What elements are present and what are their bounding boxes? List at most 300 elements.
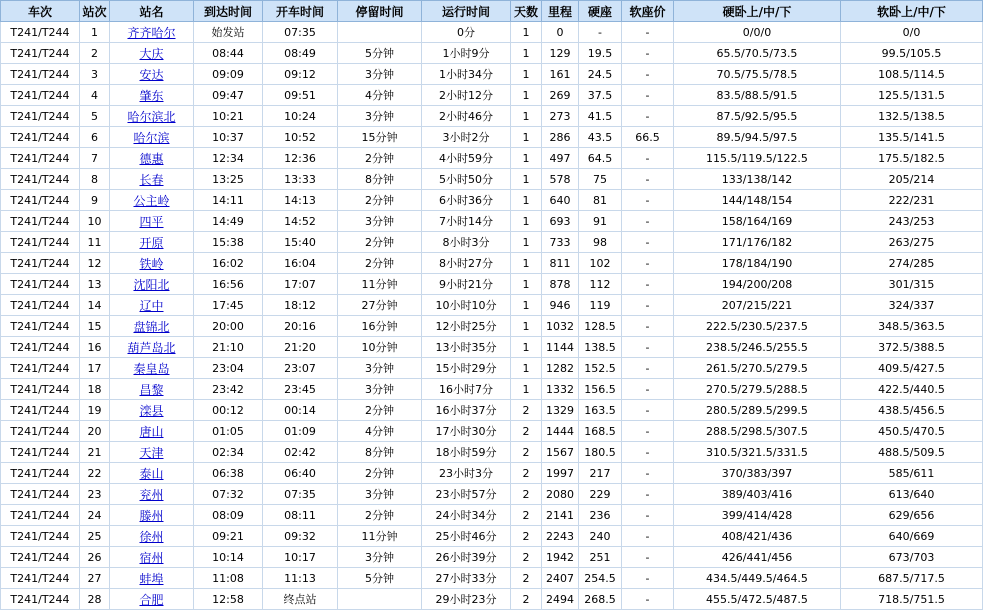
cell-stop-duration: 11分钟 [338,526,422,547]
cell-hard-seat: 102 [579,253,622,274]
cell-stop-duration: 2分钟 [338,190,422,211]
cell-distance: 1942 [542,547,579,568]
cell-soft-sleeper: 438.5/456.5 [841,400,983,421]
cell-departure: 18:12 [263,295,338,316]
cell-soft-seat: - [622,358,674,379]
cell-station [110,295,194,316]
cell-train: T241/T244 [1,127,80,148]
cell-run-time: 26小时39分 [422,547,511,568]
cell-hard-sleeper: 144/148/154 [674,190,841,211]
cell-stop-no: 24 [80,505,110,526]
cell-arrival: 06:38 [194,463,263,484]
cell-run-time: 7小时14分 [422,211,511,232]
cell-soft-sleeper: 613/640 [841,484,983,505]
cell-hard-seat: 41.5 [579,106,622,127]
cell-soft-seat: - [622,22,674,43]
cell-stop-duration: 3分钟 [338,64,422,85]
station-link[interactable]: 合肥 [139,592,164,607]
station-link[interactable]: 铁岭 [139,256,164,271]
table-row [1,421,983,442]
station-link[interactable]: 昌黎 [139,382,164,397]
cell-run-time: 4小时59分 [422,148,511,169]
cell-hard-sleeper: 178/184/190 [674,253,841,274]
cell-days: 1 [511,358,542,379]
cell-station [110,463,194,484]
cell-stop-no: 15 [80,316,110,337]
cell-soft-sleeper: 409.5/427.5 [841,358,983,379]
cell-station [110,316,194,337]
cell-arrival: 16:56 [194,274,263,295]
cell-soft-seat: - [622,85,674,106]
cell-departure: 00:14 [263,400,338,421]
cell-departure: 14:13 [263,190,338,211]
cell-train: T241/T244 [1,337,80,358]
station-link[interactable]: 天津 [139,445,164,460]
cell-departure: 02:42 [263,442,338,463]
cell-departure: 终点站 [263,589,338,610]
cell-arrival: 15:38 [194,232,263,253]
cell-soft-sleeper: 301/315 [841,274,983,295]
table-row [1,274,983,295]
cell-train: T241/T244 [1,232,80,253]
cell-train: T241/T244 [1,421,80,442]
header-row [1,1,983,22]
cell-arrival: 14:49 [194,211,263,232]
cell-run-time: 29小时23分 [422,589,511,610]
cell-hard-sleeper: 207/215/221 [674,295,841,316]
cell-distance: 1282 [542,358,579,379]
cell-arrival: 17:45 [194,295,263,316]
cell-departure: 13:33 [263,169,338,190]
station-link[interactable]: 泰山 [139,466,164,481]
station-link[interactable]: 哈尔滨北 [127,109,176,124]
cell-soft-seat: - [622,484,674,505]
cell-days: 2 [511,463,542,484]
cell-hard-seat: 268.5 [579,589,622,610]
cell-arrival: 00:12 [194,400,263,421]
cell-train: T241/T244 [1,64,80,85]
cell-soft-sleeper: 585/611 [841,463,983,484]
cell-soft-sleeper: 132.5/138.5 [841,106,983,127]
cell-run-time: 5小时50分 [422,169,511,190]
cell-run-time: 24小时34分 [422,505,511,526]
cell-departure: 09:51 [263,85,338,106]
col-header-hard-sleeper: 硬卧上/中/下 [674,1,841,22]
cell-departure: 16:04 [263,253,338,274]
cell-departure: 14:52 [263,211,338,232]
cell-train: T241/T244 [1,85,80,106]
cell-days: 1 [511,211,542,232]
station-link[interactable]: 四平 [139,214,164,229]
cell-stop-duration: 2分钟 [338,400,422,421]
cell-stop-duration: 8分钟 [338,442,422,463]
station-link[interactable]: 盘锦北 [133,319,170,334]
cell-train: T241/T244 [1,400,80,421]
cell-soft-seat: - [622,547,674,568]
cell-arrival: 07:32 [194,484,263,505]
cell-station [110,400,194,421]
cell-hard-seat: 152.5 [579,358,622,379]
cell-hard-sleeper: 89.5/94.5/97.5 [674,127,841,148]
cell-train: T241/T244 [1,505,80,526]
cell-distance: 1144 [542,337,579,358]
table-row [1,316,983,337]
cell-distance: 693 [542,211,579,232]
table-row [1,253,983,274]
cell-train: T241/T244 [1,484,80,505]
table-row [1,22,983,43]
cell-arrival: 20:00 [194,316,263,337]
cell-soft-sleeper: 324/337 [841,295,983,316]
cell-stop-duration: 15分钟 [338,127,422,148]
cell-distance: 273 [542,106,579,127]
cell-soft-seat: - [622,232,674,253]
cell-distance: 2494 [542,589,579,610]
cell-hard-seat: 43.5 [579,127,622,148]
cell-soft-sleeper: 0/0 [841,22,983,43]
cell-station [110,358,194,379]
station-link[interactable]: 徐州 [139,529,164,544]
cell-hard-seat: 112 [579,274,622,295]
cell-arrival: 09:21 [194,526,263,547]
cell-days: 1 [511,274,542,295]
station-link[interactable]: 开原 [139,235,164,250]
cell-hard-sleeper: 70.5/75.5/78.5 [674,64,841,85]
station-link[interactable]: 齐齐哈尔 [127,25,176,40]
cell-soft-sleeper: 222/231 [841,190,983,211]
table-row [1,232,983,253]
station-link[interactable]: 德惠 [139,151,164,166]
cell-distance: 811 [542,253,579,274]
col-header-station: 站名 [110,1,194,22]
col-header-distance: 里程 [542,1,579,22]
cell-departure: 07:35 [263,484,338,505]
cell-hard-seat: 240 [579,526,622,547]
table-row [1,547,983,568]
cell-stop-duration: 8分钟 [338,169,422,190]
cell-hard-seat: 138.5 [579,337,622,358]
cell-station [110,484,194,505]
cell-station [110,274,194,295]
cell-departure: 09:32 [263,526,338,547]
cell-soft-sleeper: 99.5/105.5 [841,43,983,64]
station-link[interactable]: 辽中 [139,298,164,313]
cell-hard-sleeper: 408/421/436 [674,526,841,547]
cell-stop-duration: 4分钟 [338,421,422,442]
station-link[interactable]: 兖州 [139,487,164,502]
cell-arrival: 23:04 [194,358,263,379]
cell-hard-sleeper: 65.5/70.5/73.5 [674,43,841,64]
station-link[interactable]: 哈尔滨 [133,130,170,145]
col-header-soft-sleeper: 软卧上/中/下 [841,1,983,22]
cell-train: T241/T244 [1,568,80,589]
cell-stop-duration [338,22,422,43]
table-row [1,379,983,400]
cell-stop-no: 28 [80,589,110,610]
cell-run-time: 2小时46分 [422,106,511,127]
cell-stop-duration: 3分钟 [338,484,422,505]
cell-soft-seat: - [622,589,674,610]
cell-hard-sleeper: 222.5/230.5/237.5 [674,316,841,337]
cell-stop-duration: 2分钟 [338,232,422,253]
cell-run-time: 1小时34分 [422,64,511,85]
table-row [1,484,983,505]
cell-days: 1 [511,232,542,253]
station-link[interactable]: 宿州 [139,550,164,565]
cell-hard-sleeper: 434.5/449.5/464.5 [674,568,841,589]
station-link[interactable]: 公主岭 [133,193,170,208]
cell-distance: 1332 [542,379,579,400]
cell-soft-sleeper: 450.5/470.5 [841,421,983,442]
cell-days: 1 [511,64,542,85]
cell-hard-sleeper: 238.5/246.5/255.5 [674,337,841,358]
cell-arrival: 09:09 [194,64,263,85]
cell-soft-seat: - [622,505,674,526]
cell-stop-no: 14 [80,295,110,316]
cell-soft-seat: - [622,463,674,484]
cell-run-time: 17小时30分 [422,421,511,442]
cell-hard-sleeper: 280.5/289.5/299.5 [674,400,841,421]
cell-distance: 1032 [542,316,579,337]
table-row [1,463,983,484]
cell-hard-sleeper: 87.5/92.5/95.5 [674,106,841,127]
cell-departure: 12:36 [263,148,338,169]
cell-soft-seat: - [622,211,674,232]
cell-station [110,127,194,148]
cell-distance: 161 [542,64,579,85]
cell-stop-no: 13 [80,274,110,295]
station-link[interactable]: 滕州 [139,508,164,523]
cell-soft-seat: - [622,379,674,400]
cell-soft-seat: - [622,274,674,295]
table-row [1,505,983,526]
cell-station [110,190,194,211]
cell-distance: 578 [542,169,579,190]
cell-departure: 23:45 [263,379,338,400]
cell-days: 1 [511,43,542,64]
cell-hard-seat: 254.5 [579,568,622,589]
station-link[interactable]: 唐山 [139,424,164,439]
cell-stop-duration: 2分钟 [338,505,422,526]
cell-soft-sleeper: 488.5/509.5 [841,442,983,463]
cell-hard-sleeper: 288.5/298.5/307.5 [674,421,841,442]
cell-station [110,379,194,400]
cell-arrival: 08:44 [194,43,263,64]
cell-station [110,337,194,358]
cell-run-time: 27小时33分 [422,568,511,589]
cell-distance: 2407 [542,568,579,589]
cell-distance: 2141 [542,505,579,526]
cell-soft-seat: - [622,64,674,85]
cell-hard-seat: 156.5 [579,379,622,400]
cell-arrival: 02:34 [194,442,263,463]
cell-days: 1 [511,85,542,106]
cell-stop-duration: 27分钟 [338,295,422,316]
cell-stop-duration: 3分钟 [338,379,422,400]
cell-stop-duration: 2分钟 [338,463,422,484]
cell-run-time: 8小时3分 [422,232,511,253]
cell-stop-no: 23 [80,484,110,505]
cell-hard-seat: 98 [579,232,622,253]
cell-stop-no: 6 [80,127,110,148]
cell-soft-seat: - [622,43,674,64]
cell-days: 1 [511,295,542,316]
cell-train: T241/T244 [1,274,80,295]
cell-run-time: 18小时59分 [422,442,511,463]
cell-arrival: 10:21 [194,106,263,127]
cell-soft-sleeper: 108.5/114.5 [841,64,983,85]
cell-station [110,22,194,43]
cell-distance: 1997 [542,463,579,484]
cell-departure: 15:40 [263,232,338,253]
cell-train: T241/T244 [1,463,80,484]
cell-distance: 878 [542,274,579,295]
cell-stop-duration: 5分钟 [338,43,422,64]
cell-arrival: 10:37 [194,127,263,148]
cell-run-time: 10小时10分 [422,295,511,316]
cell-distance: 733 [542,232,579,253]
cell-soft-seat: - [622,148,674,169]
cell-train: T241/T244 [1,43,80,64]
cell-days: 2 [511,484,542,505]
station-link[interactable]: 秦皇岛 [133,361,170,376]
cell-arrival: 11:08 [194,568,263,589]
cell-soft-sleeper: 348.5/363.5 [841,316,983,337]
col-header-soft-seat: 软座价 [622,1,674,22]
cell-stop-no: 12 [80,253,110,274]
cell-hard-sleeper: 0/0/0 [674,22,841,43]
cell-days: 1 [511,22,542,43]
cell-soft-seat: - [622,400,674,421]
cell-departure: 10:24 [263,106,338,127]
cell-station [110,442,194,463]
cell-stop-no: 10 [80,211,110,232]
table-row [1,442,983,463]
cell-hard-seat: 37.5 [579,85,622,106]
cell-departure: 08:49 [263,43,338,64]
cell-station [110,421,194,442]
cell-hard-seat: 64.5 [579,148,622,169]
cell-hard-seat: 75 [579,169,622,190]
cell-stop-duration: 11分钟 [338,274,422,295]
cell-soft-seat: - [622,526,674,547]
cell-departure: 09:12 [263,64,338,85]
cell-soft-seat: - [622,190,674,211]
cell-hard-seat: 217 [579,463,622,484]
cell-run-time: 3小时2分 [422,127,511,148]
cell-soft-sleeper: 243/253 [841,211,983,232]
cell-departure: 21:20 [263,337,338,358]
cell-train: T241/T244 [1,106,80,127]
cell-stop-duration: 3分钟 [338,547,422,568]
cell-distance: 640 [542,190,579,211]
cell-stop-no: 7 [80,148,110,169]
col-header-days: 天数 [511,1,542,22]
cell-departure: 10:17 [263,547,338,568]
cell-days: 2 [511,568,542,589]
cell-stop-duration: 2分钟 [338,253,422,274]
cell-soft-seat: - [622,442,674,463]
cell-run-time: 9小时21分 [422,274,511,295]
cell-stop-no: 8 [80,169,110,190]
cell-departure: 01:09 [263,421,338,442]
station-link[interactable]: 安达 [139,67,164,82]
cell-hard-sleeper: 389/403/416 [674,484,841,505]
cell-arrival: 14:11 [194,190,263,211]
cell-hard-sleeper: 426/441/456 [674,547,841,568]
table-row [1,211,983,232]
cell-soft-seat: - [622,169,674,190]
cell-soft-seat: - [622,316,674,337]
table-row [1,106,983,127]
cell-stop-no: 11 [80,232,110,253]
station-link[interactable]: 蚌埠 [139,571,164,586]
cell-departure: 10:52 [263,127,338,148]
cell-distance: 269 [542,85,579,106]
cell-run-time: 25小时46分 [422,526,511,547]
cell-departure: 08:11 [263,505,338,526]
cell-hard-sleeper: 399/414/428 [674,505,841,526]
cell-stop-duration: 4分钟 [338,85,422,106]
cell-stop-no: 4 [80,85,110,106]
cell-soft-sleeper: 640/669 [841,526,983,547]
station-link[interactable]: 沈阳北 [133,277,170,292]
cell-station [110,232,194,253]
cell-departure: 06:40 [263,463,338,484]
cell-train: T241/T244 [1,190,80,211]
cell-soft-sleeper: 372.5/388.5 [841,337,983,358]
cell-days: 1 [511,148,542,169]
cell-run-time: 0分 [422,22,511,43]
cell-soft-seat: - [622,421,674,442]
cell-stop-no: 26 [80,547,110,568]
cell-hard-sleeper: 115.5/119.5/122.5 [674,148,841,169]
cell-arrival: 23:42 [194,379,263,400]
station-link[interactable]: 肇东 [139,88,164,103]
col-header-stop-no: 站次 [80,1,110,22]
cell-run-time: 23小时57分 [422,484,511,505]
cell-days: 1 [511,253,542,274]
cell-station [110,505,194,526]
cell-train: T241/T244 [1,526,80,547]
cell-distance: 2243 [542,526,579,547]
cell-stop-no: 3 [80,64,110,85]
cell-departure: 20:16 [263,316,338,337]
cell-run-time: 13小时35分 [422,337,511,358]
col-header-hard-seat: 硬座 [579,1,622,22]
table-row [1,190,983,211]
cell-distance: 0 [542,22,579,43]
cell-stop-duration: 5分钟 [338,568,422,589]
cell-soft-sleeper: 629/656 [841,505,983,526]
cell-stop-no: 18 [80,379,110,400]
cell-run-time: 16小时37分 [422,400,511,421]
station-link[interactable]: 葫芦岛北 [127,340,176,355]
cell-soft-seat: - [622,337,674,358]
cell-departure: 07:35 [263,22,338,43]
station-link[interactable]: 滦县 [139,403,164,418]
cell-soft-sleeper: 175.5/182.5 [841,148,983,169]
cell-soft-sleeper: 205/214 [841,169,983,190]
cell-soft-sleeper: 263/275 [841,232,983,253]
cell-hard-seat: - [579,22,622,43]
cell-soft-sleeper: 718.5/751.5 [841,589,983,610]
cell-soft-sleeper: 274/285 [841,253,983,274]
station-link[interactable]: 长春 [139,172,164,187]
table-row [1,127,983,148]
station-link[interactable]: 大庆 [139,46,164,61]
cell-stop-no: 27 [80,568,110,589]
